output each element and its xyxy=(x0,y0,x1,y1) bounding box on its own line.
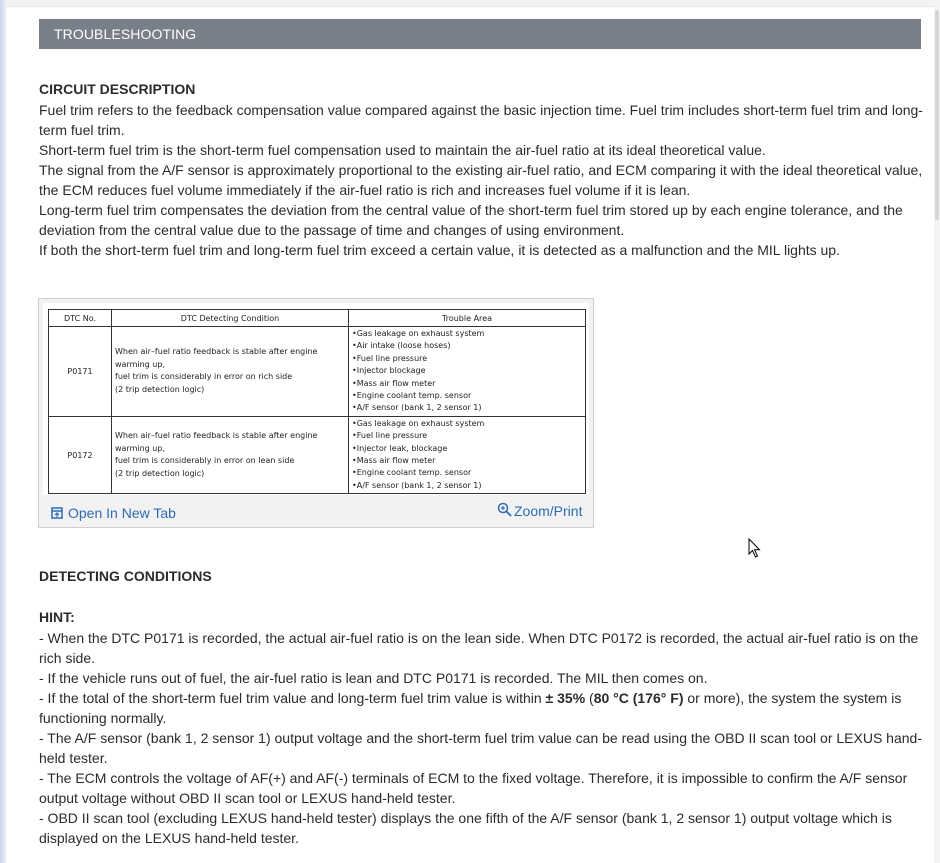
column-header: DTC No. xyxy=(49,310,112,327)
hint-item xyxy=(39,688,924,728)
left-edge-bar xyxy=(0,0,6,863)
open-in-new-tab-icon xyxy=(51,506,63,522)
top-edge xyxy=(6,0,940,7)
section-header-title: TROUBLESHOOTING xyxy=(54,26,197,42)
trouble-area-item: •Air intake (loose hoses) xyxy=(352,341,451,351)
mouse-pointer-icon xyxy=(748,538,762,563)
zoom-print-label: Zoom/Print xyxy=(514,503,583,519)
trouble-area-item: •Fuel line pressure xyxy=(352,431,428,441)
condition-line: (2 trip detection logic) xyxy=(115,468,205,478)
trouble-area xyxy=(349,327,586,417)
paragraph: Long-term fuel trim compensates the deviation from the central value of the short-term fuel trim stored up by each engine tolerance, and the deviation from the central value due to the passage of time and changes of using environment. xyxy=(39,202,903,238)
trouble-area-item: •A/F sensor (bank 1, 2 sensor 1) xyxy=(352,480,482,490)
hint-text: ( xyxy=(585,690,594,706)
trouble-area-item: •Engine coolant temp. sensor xyxy=(352,391,472,401)
dtc-code: P0171 xyxy=(49,327,112,417)
condition-line: fuel trim is considerably in error on rich side xyxy=(115,372,293,382)
zoom-icon xyxy=(497,502,512,520)
paragraph: Short-term fuel trim is the short-term fuel compensation used to maintain the air-fuel ratio at its ideal theoretical value. xyxy=(39,142,766,158)
hint-item: - If the vehicle runs out of fuel, the air-fuel ratio is lean and DTC P0171 is recorded. The MIL then comes on. xyxy=(39,670,708,686)
dtc-condition xyxy=(112,327,349,417)
hint-item: - The A/F sensor (bank 1, 2 sensor 1) output voltage and the short-term fuel trim value can be read using the OBD II scan tool or LEXUS hand-held tester. xyxy=(39,730,922,766)
hint-text: or more), the system the system is functioning normally. xyxy=(39,690,902,726)
detecting-conditions-title: DETECTING CONDITIONS xyxy=(39,568,212,584)
column-header: DTC Detecting Condition xyxy=(112,310,349,327)
trouble-area-item: •A/F sensor (bank 1, 2 sensor 1) xyxy=(352,403,482,413)
circuit-description-title: CIRCUIT DESCRIPTION xyxy=(39,81,196,97)
table-row xyxy=(49,416,586,493)
condition-line: (2 trip detection logic) xyxy=(115,384,205,394)
hint-text: - If the total of the short-term fuel trim value and long-term fuel trim value is within xyxy=(39,690,546,706)
condition-line: When air–fuel ratio feedback is stable after engine warming up, xyxy=(115,431,318,453)
dtc-code: P0172 xyxy=(49,416,112,493)
hint-bold-value: ± 35% xyxy=(545,690,586,706)
circuit-description-body xyxy=(39,100,924,260)
trouble-area-item: •Fuel line pressure xyxy=(352,353,428,363)
trouble-area-item: •Gas leakage on exhaust system xyxy=(352,329,485,338)
hint-item: - OBD II scan tool (excluding LEXUS hand-held tester) displays the one fifth of the A/F sensor (bank 1, 2 sensor 1) output voltage which is displayed on the LEXUS hand-held tester. xyxy=(39,810,892,846)
dtc-table xyxy=(48,309,586,494)
open-in-new-tab-label: Open In New Tab xyxy=(68,505,176,521)
condition-line: When air–fuel ratio feedback is stable after engine warming up, xyxy=(115,347,318,369)
trouble-area-item: •Engine coolant temp. sensor xyxy=(352,468,472,478)
column-header: Trouble Area xyxy=(349,310,586,327)
dtc-figure xyxy=(38,298,594,528)
trouble-area xyxy=(349,416,586,493)
paragraph: If both the short-term fuel trim and long-term fuel trim exceed a certain value, it is detected as a malfunction and the MIL lights up. xyxy=(39,242,840,258)
hint-item: - When the DTC P0171 is recorded, the actual air-fuel ratio is on the lean side. When DTC P0172 is recorded, the actual air-fuel ratio is on the rich side. xyxy=(39,630,919,666)
dtc-figure-image xyxy=(43,303,589,495)
trouble-area-item: •Injector blockage xyxy=(352,366,426,376)
hint-list xyxy=(39,628,924,848)
dtc-condition xyxy=(112,416,349,493)
hint-bold-value: 80 °C (176° F) xyxy=(593,690,684,706)
scrollbar[interactable] xyxy=(934,0,940,863)
trouble-area-item: •Injector leak, blockage xyxy=(352,443,448,453)
condition-line: fuel trim is considerably in error on lean side xyxy=(115,456,295,466)
table-header-row xyxy=(49,310,586,327)
paragraph: Fuel trim refers to the feedback compensation value compared against the basic injection time. Fuel trim includes short-term fuel trim and long-term fuel trim. xyxy=(39,102,923,138)
open-in-new-tab-link[interactable] xyxy=(51,505,176,522)
table-row xyxy=(49,327,586,417)
hint-item: - The ECM controls the voltage of AF(+) and AF(-) terminals of ECM to the fixed voltage. Therefore, it is impossible to confirm the A/F sensor output voltage without OBD II scan tool or LEXUS hand-held tester. xyxy=(39,770,908,806)
scrollbar-thumb[interactable] xyxy=(935,10,939,220)
section-header xyxy=(39,19,921,49)
zoom-print-link[interactable] xyxy=(497,502,582,520)
paragraph: The signal from the A/F sensor is approximately proportional to the existing air-fuel ratio, and ECM comparing it with the ideal theoretical value, the ECM reduces fuel volume immediately if the air-fuel ratio is rich and increases fuel volume if it is lean. xyxy=(39,162,923,198)
hint-title: HINT: xyxy=(39,609,75,625)
trouble-area-item: •Gas leakage on exhaust system xyxy=(352,418,485,428)
trouble-area-item: •Mass air flow meter xyxy=(352,378,436,388)
trouble-area-item: •Mass air flow meter xyxy=(352,456,436,466)
